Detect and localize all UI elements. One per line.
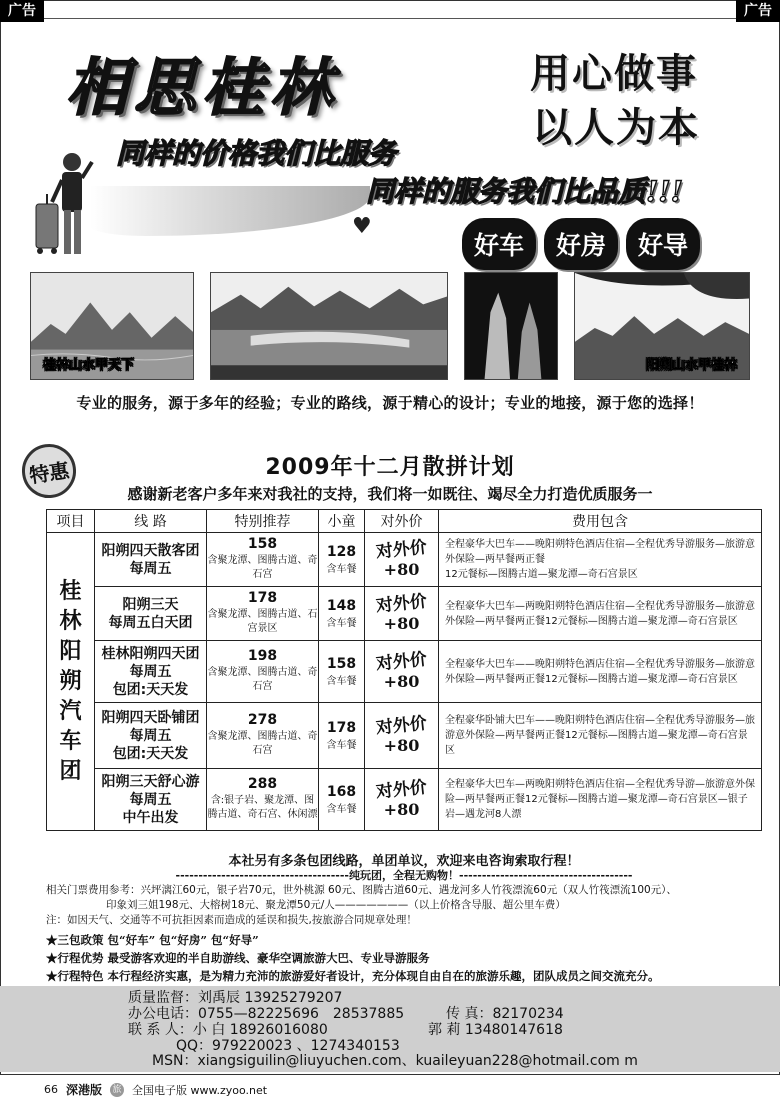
external-price-label: 对外价 <box>375 648 428 675</box>
special-cell <box>207 587 319 641</box>
route-text: 阳朔四天散客团 每周五 <box>101 542 200 577</box>
photo-river-view <box>210 272 448 380</box>
child-cell <box>319 587 365 641</box>
photo-caption-guilin: 桂林山水甲天下 <box>43 358 135 373</box>
category-cell <box>47 533 95 831</box>
external-price-cell <box>365 769 439 831</box>
special-cell <box>207 703 319 769</box>
pure-play-text: 纯玩团，全程无购物！ <box>349 869 459 882</box>
child-price: 158 <box>326 656 357 672</box>
table-row <box>47 641 762 703</box>
ad-label-right: 广告 <box>736 0 780 22</box>
edition-label: 深港版 <box>66 1083 103 1097</box>
badge-good-room: 好房 <box>544 218 618 270</box>
ad-label-left: 广告 <box>0 0 44 22</box>
header-item: 项目 <box>47 510 95 533</box>
route-cell <box>95 587 207 641</box>
header-special: 特别推荐 <box>207 510 319 533</box>
slogan-quality: 同样的服务我们比品质!!! <box>366 175 683 208</box>
site-logo-icon: 旅 <box>110 1083 124 1097</box>
category-text: 桂林阳朔汽车团 <box>59 578 82 784</box>
route-cell <box>95 641 207 703</box>
route-text: 桂林阳朔四天团 每周五 包团:天天发 <box>101 645 200 698</box>
fee-text: 全程豪华大巴车——晚阳朔特色酒店住宿—全程优秀导游服务—旅游意外保险—两早餐两正餐12元餐标—图腾古道—聚龙潭—奇石宫景区 <box>445 658 755 685</box>
special-price: 198 <box>247 648 278 664</box>
badge-good-car: 好车 <box>462 218 536 270</box>
special-spots: 含聚龙潭、图腾古道、奇石宫 <box>207 731 318 756</box>
route-text: 阳朔三天舒心游 每周五 中午出发 <box>101 773 200 826</box>
photo-cave <box>464 272 558 380</box>
header-child: 小童 <box>319 510 365 533</box>
external-price-cell <box>365 533 439 587</box>
external-price-cell <box>365 587 439 641</box>
external-price-add: +80 <box>383 799 420 819</box>
contact-person-2: 郭 莉 13480147618 <box>428 1022 563 1038</box>
child-note: 含车餐 <box>326 564 357 575</box>
fee-cell <box>439 769 762 831</box>
special-price: 288 <box>247 776 278 792</box>
external-price-label: 对外价 <box>375 590 428 617</box>
special-offer-seal: 特惠 <box>19 441 80 502</box>
child-note: 含车餐 <box>326 804 357 815</box>
table-row <box>47 533 762 587</box>
motto-line-2: 以人为本 <box>532 104 700 151</box>
child-price: 148 <box>326 598 357 614</box>
external-price-add: +80 <box>383 613 420 633</box>
table-header-row <box>47 510 762 533</box>
child-cell <box>319 703 365 769</box>
photo-guilin-landscape <box>30 272 194 380</box>
external-price-cell <box>365 641 439 703</box>
fee-cell <box>439 533 762 587</box>
child-note: 含车餐 <box>326 676 357 687</box>
feature-advantage: ★行程优势 最受游客欢迎的半自助游线、豪华空调旅游大巴、专业导游服务 <box>46 951 430 965</box>
special-cell <box>207 769 319 831</box>
child-cell <box>319 769 365 831</box>
external-price-label: 对外价 <box>375 712 428 739</box>
child-note: 含车餐 <box>326 740 357 751</box>
special-price: 178 <box>247 590 278 606</box>
feature-policy: ★三包政策 包“好车” 包“好房” 包“好导” <box>46 933 259 947</box>
msn-contact: MSN：xiangsiguilin@liuyuchen.com、kuaileyuan228@hotmail.com m <box>152 1053 638 1069</box>
external-price-label: 对外价 <box>375 776 428 803</box>
special-spots: 含聚龙潭、图腾古道、石宫景区 <box>207 609 318 634</box>
group-tour-notice: 本社另有多条包团线路，单团单议，欢迎来电咨询索取行程！ <box>228 854 580 869</box>
special-price: 278 <box>247 712 278 728</box>
child-cell <box>319 641 365 703</box>
external-price-add: +80 <box>383 735 420 755</box>
service-slogan: 专业的服务，源于多年的经验；专业的路线，源于精心的设计；专业的地接，源于您的选择！ <box>76 394 704 412</box>
office-phone: 办公电话：0755—82225696 28537885 <box>128 1006 405 1022</box>
special-cell <box>207 533 319 587</box>
header-external-price: 对外价 <box>365 510 439 533</box>
badge-group <box>462 218 700 270</box>
photo-caption-yangshuo: 阳朔山水甲桂林 <box>645 358 737 373</box>
quality-supervisor: 质量监督：刘禹辰 13925279207 <box>128 990 343 1006</box>
feature-highlight: ★行程特色 本行程经济实惠，是为精力充沛的旅游爱好者设计，充分体现自由自在的旅游乐趣，团队成员之间交流充分。 <box>46 969 660 983</box>
fee-text: 全程豪华卧铺大巴车——晚阳朔特色酒店住宿—全程优秀导游服务—旅游意外保险—两早餐两正餐12元餐标—图腾古道—聚龙潭—奇石宫景区 <box>445 715 755 756</box>
fee-cell <box>439 703 762 769</box>
photo-yangshuo <box>574 272 750 380</box>
external-price-add: +80 <box>383 559 420 579</box>
external-price-add: +80 <box>383 671 420 691</box>
disclaimer-note: 注：如因天气、交通等不可抗拒因素而造成的延误和损失,按旅游合同规章处理！ <box>46 914 417 926</box>
route-text: 阳朔三天 每周五白天团 <box>108 596 193 631</box>
qq-contact: QQ：979220023 、1274340153 <box>176 1038 400 1054</box>
fee-cell <box>439 587 762 641</box>
heart-icon: ♥ <box>352 214 372 239</box>
thanks-line: 感谢新老客户多年来对我社的支持，我们将一如既往、竭尽全力打造优质服务一 <box>127 485 653 503</box>
fee-text: 全程豪华大巴车—两晚阳朔特色酒店住宿—全程优秀导游服务—旅游意外保险—两早餐两正餐12元餐标—图腾古道—聚龙潭—奇石宫景区 <box>445 600 755 627</box>
ticket-reference-2: 印象刘三姐198元、大榕树18元、聚龙潭50元/人———————（以上价格含导服、超公里车费） <box>106 899 566 911</box>
special-spots: 含聚龙潭、图腾古道、奇石宫 <box>207 667 318 692</box>
external-price-label: 对外价 <box>375 536 428 563</box>
page-footer <box>44 1081 267 1098</box>
fee-cell <box>439 641 762 703</box>
motto-line-1: 用心做事 <box>530 50 698 97</box>
page-number: 66 <box>44 1083 58 1096</box>
pure-play-line: --------------------------------------纯玩团，全程无购物！-------------------------------------- <box>175 869 633 882</box>
fee-text: 全程豪华大巴车——晚阳朔特色酒店住宿—全程优秀导游服务—旅游意外保险—两早餐两正餐 12元餐标—图腾古道—聚龙潭—奇石宫景区 <box>445 539 755 580</box>
special-spots: 含:银子岩、聚龙潭、图腾古道、奇石宫、休闲漂 <box>207 795 318 820</box>
special-price: 158 <box>247 536 278 552</box>
special-spots: 含聚龙潭、图腾古道、奇石宫 <box>207 555 318 580</box>
child-price: 168 <box>326 784 357 800</box>
child-cell <box>319 533 365 587</box>
route-cell <box>95 533 207 587</box>
route-table <box>46 509 762 831</box>
top-rule <box>44 18 736 19</box>
route-text: 阳朔四天卧铺团 每周五 包团:天天发 <box>101 709 200 762</box>
route-cell <box>95 769 207 831</box>
ticket-reference-1: 相关门票费用参考：兴坪漓江60元，银子岩70元，世外桃源 60元、图腾古道60元、遇龙河多人竹筏漂流60元（双人竹筏漂流100元）、 <box>46 884 677 896</box>
header-route: 线 路 <box>95 510 207 533</box>
route-cell <box>95 703 207 769</box>
table-row <box>47 703 762 769</box>
site-url[interactable]: 全国电子版 www.zyoo.net <box>132 1083 268 1097</box>
plan-title: 2009年十二月散拼计划 <box>265 455 515 480</box>
header-fee-includes: 费用包含 <box>439 510 762 533</box>
child-price: 128 <box>326 544 357 560</box>
brand-title: 相思桂林 <box>66 51 339 124</box>
badge-good-guide: 好导 <box>626 218 700 270</box>
fee-text: 全程豪华大巴车—两晚阳朔特色酒店住宿—全程优秀导游—旅游意外保险—两早餐两正餐12元餐标—图腾古道—聚龙潭—奇石宫景区—银子岩—遇龙河8人漂 <box>445 779 755 820</box>
external-price-cell <box>365 703 439 769</box>
child-note: 含车餐 <box>326 618 357 629</box>
table-row <box>47 769 762 831</box>
table-row <box>47 587 762 641</box>
child-price: 178 <box>326 720 357 736</box>
slogan-price: 同样的价格我们比服务 <box>116 137 397 170</box>
contact-panel <box>0 986 780 1072</box>
special-cell <box>207 641 319 703</box>
contact-person-1: 联 系 人：小 白 18926016080 <box>128 1022 328 1038</box>
fax-number: 传 真：82170234 <box>446 1006 564 1022</box>
